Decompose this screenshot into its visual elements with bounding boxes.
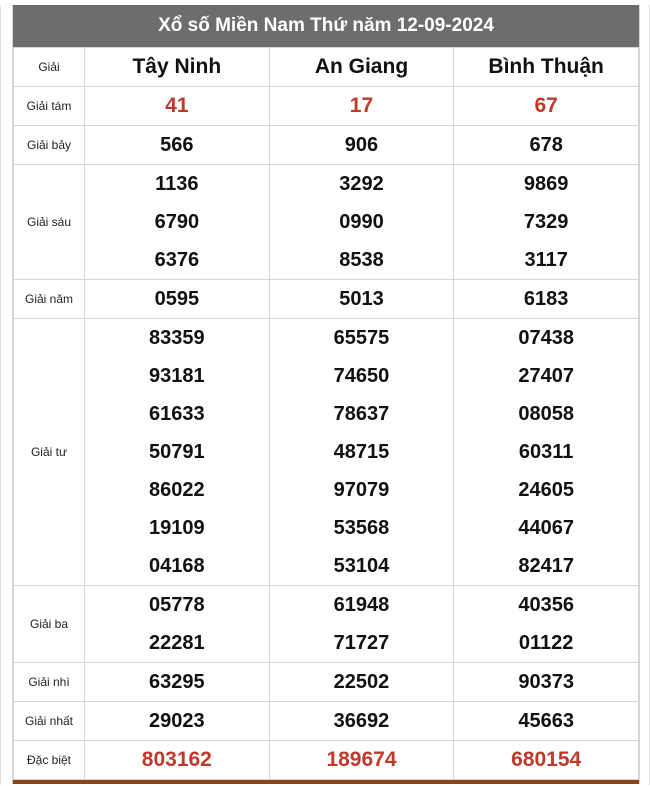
- prize-number: 0595: [154, 288, 200, 310]
- prize-label: Đặc biệt: [14, 741, 85, 780]
- prize-number: 803162: [141, 748, 212, 771]
- prize-label: Giải nhì: [14, 663, 85, 702]
- prize-number: 53104: [333, 555, 390, 577]
- prize-number: 9869: [523, 173, 569, 195]
- prize-number: 44067: [518, 517, 574, 539]
- prize-number: 65575: [333, 327, 390, 349]
- prize-row: [14, 702, 639, 741]
- prize-number: 05778: [149, 594, 205, 616]
- prize-number: 07438: [518, 327, 574, 349]
- prize-label: Giải tư: [14, 319, 85, 586]
- prize-cell: [269, 319, 454, 586]
- prize-label: Giải năm: [14, 280, 85, 319]
- prize-cell: [269, 702, 454, 741]
- prize-number: 48715: [333, 441, 390, 463]
- prize-cell: [454, 586, 639, 663]
- prize-number: 50791: [149, 441, 205, 463]
- prize-number: 82417: [518, 555, 574, 577]
- prize-number: 678: [529, 134, 563, 156]
- prize-cell: [85, 165, 270, 280]
- prize-label: Giải ba: [14, 586, 85, 663]
- prize-number: 7329: [523, 211, 569, 233]
- prize-label: Giải sáu: [14, 165, 85, 280]
- prize-number: 61633: [149, 403, 205, 425]
- prize-number: 6376: [154, 249, 200, 271]
- prize-cell: [454, 741, 639, 780]
- prize-cell: [454, 702, 639, 741]
- header-row: [14, 48, 639, 87]
- prize-row: [14, 663, 639, 702]
- prize-number: 1136: [155, 173, 199, 195]
- prize-number: 5013: [339, 288, 384, 310]
- prize-cell: [454, 663, 639, 702]
- prize-cell: [85, 586, 270, 663]
- prize-row: [14, 586, 639, 663]
- prize-number: 189674: [326, 748, 397, 771]
- prize-number: 566: [160, 134, 194, 156]
- prize-number: 22502: [333, 671, 390, 693]
- prize-cell: [454, 87, 639, 126]
- prize-number: 41: [165, 94, 189, 117]
- prize-number: 63295: [149, 671, 205, 693]
- prize-cell: [85, 87, 270, 126]
- prize-number: 22281: [149, 632, 205, 654]
- results-title: Xổ số Miền Nam Thứ năm 12-09-2024: [13, 5, 639, 47]
- prize-number: 6790: [154, 211, 200, 233]
- province-name: Tây Ninh: [85, 48, 270, 87]
- prize-label: Giải bảy: [14, 126, 85, 165]
- prize-cell: [454, 319, 639, 586]
- prize-number: 40356: [518, 594, 574, 616]
- prize-number: 17: [349, 94, 374, 117]
- prize-cell: [85, 741, 270, 780]
- prize-label: Giải nhất: [14, 702, 85, 741]
- prize-number: 45663: [518, 710, 574, 732]
- prize-number: 6183: [523, 288, 569, 310]
- prize-number: 3117: [524, 249, 568, 271]
- prize-number: 29023: [149, 710, 205, 732]
- prize-cell: [269, 280, 454, 319]
- left-border-line: [0, 5, 1, 785]
- prize-number: 19109: [149, 517, 205, 539]
- prize-number: 71727: [333, 632, 390, 654]
- prize-number: 01122: [518, 632, 574, 654]
- prize-number: 27407: [518, 365, 574, 387]
- prize-row: [14, 280, 639, 319]
- prize-cell: [85, 319, 270, 586]
- prize-number: 36692: [333, 710, 390, 732]
- prize-cell: [85, 663, 270, 702]
- prize-number: 78637: [333, 403, 390, 425]
- prize-number: 90373: [518, 671, 574, 693]
- prize-cell: [454, 280, 639, 319]
- prize-number: 0990: [339, 211, 384, 233]
- prize-cell: [454, 165, 639, 280]
- prize-number: 93181: [149, 365, 205, 387]
- prize-number: 67: [534, 94, 558, 117]
- prize-number: 83359: [149, 327, 205, 349]
- prize-cell: [85, 280, 270, 319]
- prize-number: 04168: [149, 555, 205, 577]
- prize-cell: [269, 87, 454, 126]
- results-table: [13, 47, 639, 780]
- bottom-accent-bar: [13, 780, 639, 784]
- prize-row: [14, 319, 639, 586]
- prize-row: [14, 87, 639, 126]
- prize-number: 97079: [333, 479, 390, 501]
- prize-row: [14, 165, 639, 280]
- prize-number: 3292: [339, 173, 384, 195]
- prize-number: 74650: [333, 365, 390, 387]
- prize-number: 8538: [339, 249, 384, 271]
- prize-row: [14, 741, 639, 780]
- prize-number: 86022: [149, 479, 205, 501]
- prize-number: 906: [344, 134, 379, 156]
- prize-number: 60311: [518, 441, 574, 463]
- prize-cell: [269, 586, 454, 663]
- prize-cell: [85, 702, 270, 741]
- lottery-result-frame: [12, 5, 640, 784]
- header-label: Giải: [14, 48, 85, 87]
- prize-label: Giải tám: [14, 87, 85, 126]
- province-name: An Giang: [269, 48, 454, 87]
- prize-cell: [269, 663, 454, 702]
- prize-cell: [269, 165, 454, 280]
- prize-cell: [269, 741, 454, 780]
- prize-cell: [454, 126, 639, 165]
- prize-number: 08058: [518, 403, 574, 425]
- province-name: Bình Thuận: [454, 48, 639, 87]
- prize-cell: [269, 126, 454, 165]
- prize-number: 53568: [333, 517, 390, 539]
- prize-number: 24605: [518, 479, 574, 501]
- prize-number: 680154: [511, 748, 582, 771]
- prize-row: [14, 126, 639, 165]
- prize-cell: [85, 126, 270, 165]
- prize-number: 61948: [333, 594, 390, 616]
